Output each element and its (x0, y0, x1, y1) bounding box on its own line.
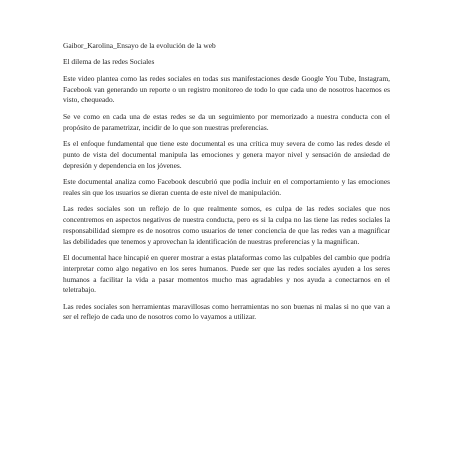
paragraph-6: El documental hace hincapié en querer mostrar a estas plataformas como las culpables del cambio que podría interpretar como algo negativo en los seres humanos. Puede ser que las redes sociales ayuden a los seres humanos a facilitar la vida a pasar momentos mucho mas agradables y nos ayuda a conectarnos en el teletrabajo. (63, 252, 390, 295)
document-body (63, 41, 390, 329)
paragraph-7: Las redes sociales son herramientas maravillosas como herramientas no son buenas ni malas si no que van a ser el reflejo de cada uno de nosotros como lo vayamos a utilizar. (63, 301, 390, 322)
document-subtitle: El dilema de las redes Sociales (63, 57, 155, 67)
document-title: Gaibor_Karolina_Ensayo de la evolución de la web (63, 41, 216, 50)
paragraph-4: Este documental analiza como Facebook descubrió que podía incluir en el comportamiento y las emociones reales sin que los usuarios se dieran cuenta de este nivel de manipulación. (63, 176, 390, 197)
paragraph-5: Las redes sociales son un reflejo de lo que realmente somos, es culpa de las redes sociales que nos concentremos en aspectos negativos de nuestra conducta, pero es si la culpa no las tiene las redes sociales la responsabilidad siempre es de nosotros como usuarios de tener conciencia de que las redes van a magnificar las debilidades que tenemos y aprovechan la identificación de nuestras preferencias y la magnifican. (63, 204, 390, 246)
paragraph-2: Se ve como en cada una de estas redes se da un seguimiento por memorizado a nuestra conducta con el propósito de parametrizar, incidir de lo que son nuestras preferencias. (63, 111, 390, 132)
paragraph-1: Este video plantea como las redes sociales en todas sus manifestaciones desde Google You Tube, Instagram, Facebook van generando un reporte o un registro monitoreo de todo lo que cada uno de nosotros hacemos es visto, chequeado. (63, 73, 390, 105)
paragraph-3: Es el enfoque fundamental que tiene este documental es una crítica muy severa de como las redes desde el punto de vista del documental manipula las emociones y genera mayor nivel y sensación de ansiedad de depresión y dependencia en los jóvenes. (63, 138, 390, 170)
